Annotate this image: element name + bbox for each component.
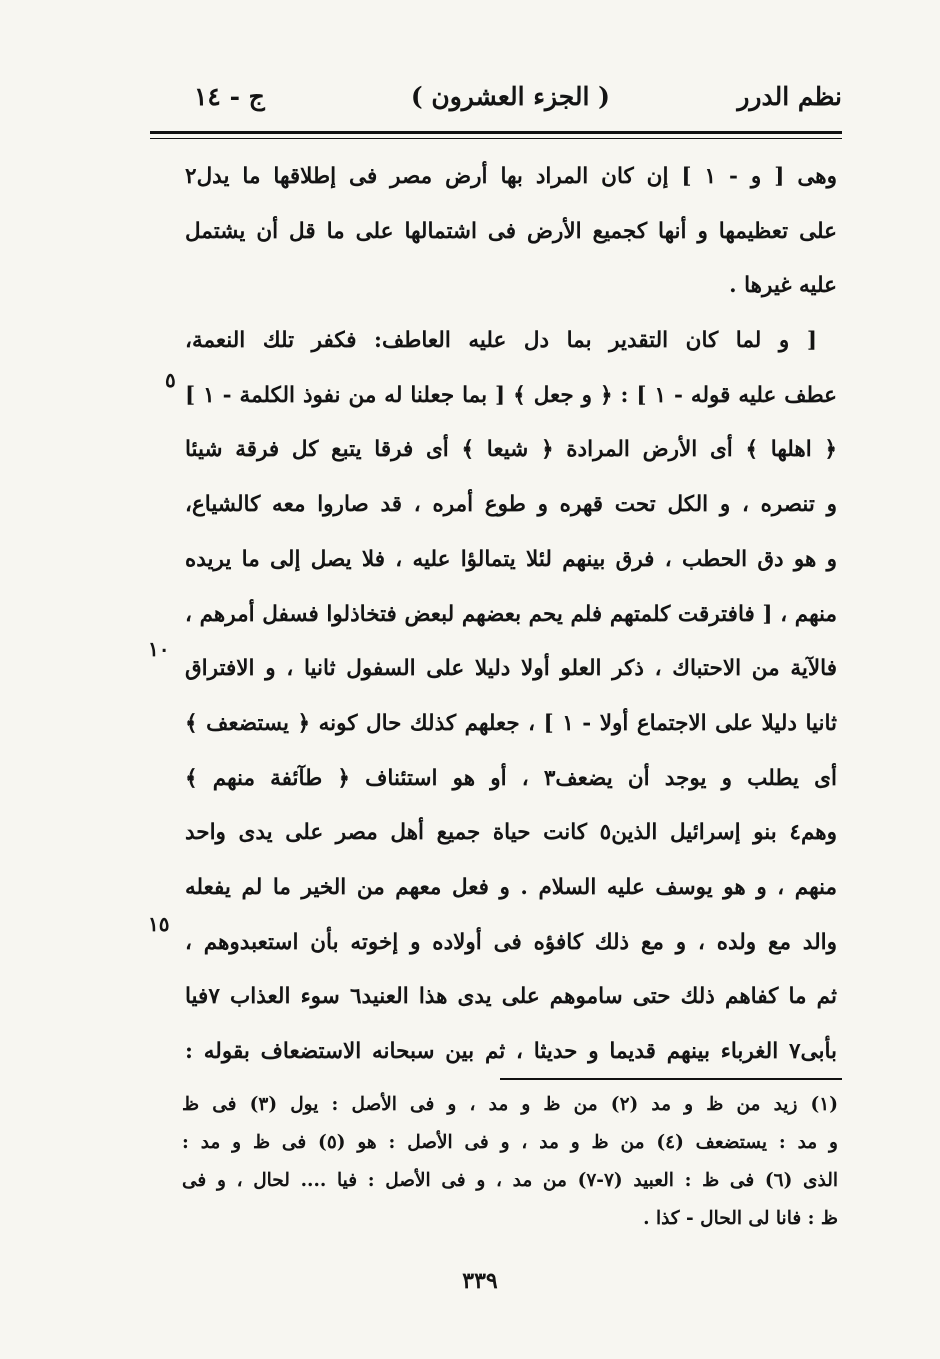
footnotes [182, 1086, 838, 1238]
text-line: و تنصره ، و الكل تحت قهره و طوع أمره ، قد صاروا معه كالشياع، [185, 492, 837, 518]
header-rule-thin [150, 138, 842, 139]
part-title: ( الجزء العشرون ) [410, 82, 610, 111]
text-line: منهم ، و هو يوسف عليه السلام . و فعل معهم من الخير ما لم يفعله [185, 874, 837, 900]
text-line: عليه غيرها . [729, 273, 837, 299]
text-line: أى يطلب و يوجد أن يضعف٣ ، أو هو استئناف ﴿ طآئفة منهم ﴾ [185, 765, 837, 791]
volume-label: ج - ١٤ [194, 82, 265, 111]
text-line: والد مع ولده ، و مع ذلك كافؤه فى أولاده و إخوته بأن استعبدوهم ، [185, 929, 837, 955]
footnote-rule [500, 1078, 842, 1080]
line-marker-5: ٥ [165, 368, 176, 392]
text-line: ﴿ اهلها ﴾ أى الأرض المرادة ﴿ شيعا ﴾ أى فرقا يتبع كل فرقة شيئا [185, 437, 837, 463]
main-text [185, 150, 837, 1080]
page-header [150, 82, 842, 128]
footnote-line: و مد : يستضعف (٤) من ظ و مد ، و فى الأصل : هو (٥) فى ظ و مد : [182, 1132, 838, 1153]
header-rule-thick [150, 131, 842, 134]
footnote-line: الذى (٦) فى ظ : العبيد (٧-٧) من مد ، و فى الأصل : فيا .... لحال ، و فى [182, 1170, 838, 1191]
text-line: عطف عليه قوله - ١ ] : ﴿ و جعل ﴾ [ بما جعلنا له من نفوذ الكلمة - ١ ] [185, 382, 837, 408]
text-line: ثم ما كفاهم ذلك حتى ساموهم على يدى هذا العنيد٦ سوء العذاب ٧فيا [185, 984, 837, 1010]
text-line: على تعظيمها و أنها كجميع الأرض فى اشتمالها على ما قل أن يشتمل [185, 218, 837, 244]
text-line: وهى [ و - ١ ] إن كان المراد بها أرض مصر فى إطلاقها ما يدل٢ [185, 164, 837, 189]
text-line: فالآية من الاحتباك ، ذكر العلو أولا دليلا على السفول ثانيا ، و الافتراق [185, 656, 837, 682]
text-line: [ و لما كان التقدير بما دل عليه العاطف: فكفر تلك النعمة، [185, 328, 817, 354]
footnote-line: ظ : فانا لى الحال - كذا . [643, 1208, 838, 1229]
line-marker-15: ١٥ [148, 912, 170, 936]
text-line: بأبى٧ الغرباء بينهم قديما و حديثا ، ثم بين سبحانه الاستضعاف بقوله : [185, 1039, 837, 1064]
page-number: ٣٣٩ [462, 1268, 498, 1294]
text-line: و هو دق الحطب ، فرق بينهم لئلا يتمالؤا عليه ، فلا يصل إلى ما يريده [185, 546, 837, 572]
text-line: وهم٤ بنو إسرائيل الذين٥ كانت حياة جميع أهل مصر على يدى واحد [185, 820, 837, 846]
line-marker-10: ١٠ [148, 637, 170, 661]
footnote-line: (١) زيد من ظ و مد (٢) من ظ و مد ، و فى الأصل : يول (٣) فى ظ [182, 1094, 838, 1115]
text-line: منهم ، [ فافترقت كلمتهم فلم يحم بعضهم لبعض فتخاذلوا فسفل أمرهم ، [185, 601, 837, 627]
book-title: نظم الدرر [737, 82, 842, 111]
text-line: ثانيا دليلا على الاجتماع أولا - ١ ] ، جعلهم كذلك حال كونه ﴿ يستضعف ﴾ [185, 710, 837, 736]
